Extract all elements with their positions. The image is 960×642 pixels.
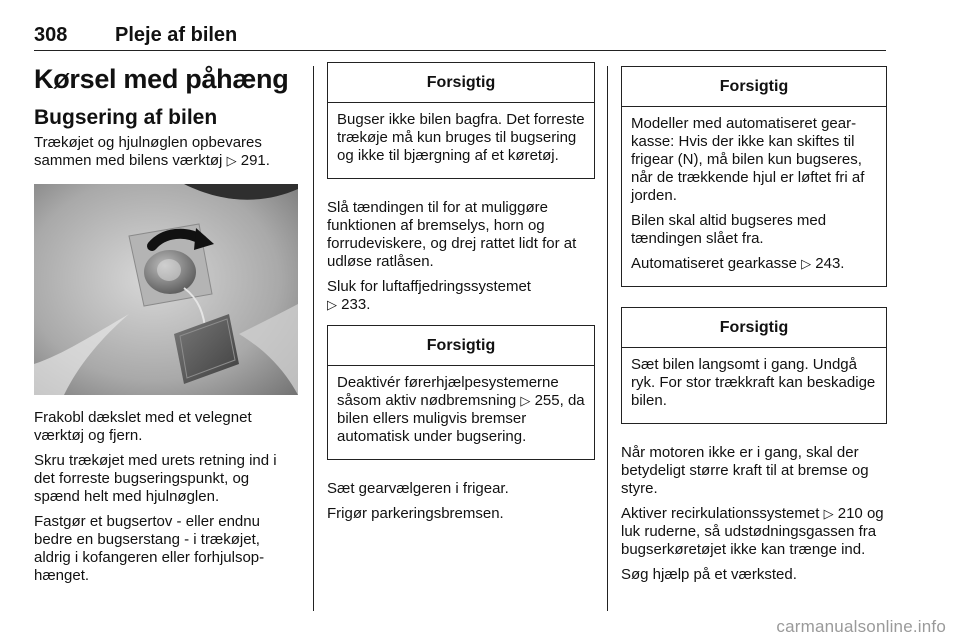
page-ref[interactable]: 233.	[341, 296, 371, 313]
caution-title: Forsigtig	[328, 326, 594, 366]
page-header	[34, 20, 886, 51]
paragraph: Slå tændingen til for at muliggøre funktionen af bremselys, horn og forrudeviskere, og drej rattet lidt for at udløse ratlåsen.	[327, 199, 577, 270]
chapter-heading: Kørsel med påhæng	[34, 64, 289, 94]
column-left	[34, 62, 298, 592]
page-number: 308	[34, 24, 68, 46]
paragraph: Fastgør et bugsertov - eller endnu bedre en bugserstang - i trækøjet, aldrig i kofangeren eller forhjulsophænget.	[34, 513, 265, 584]
paragraph: Frakobl dækslet med et velegnet værktøj og fjern.	[34, 409, 252, 444]
section-title: Pleje af bilen	[115, 24, 238, 46]
page-ref[interactable]: 255,	[534, 392, 564, 409]
caution-title: Forsigtig	[622, 67, 886, 107]
paragraph: Frigør parkeringsbremsen.	[327, 505, 504, 522]
column-right	[621, 66, 887, 591]
column-divider	[313, 66, 314, 611]
page-ref[interactable]: 291.	[240, 152, 270, 169]
caution-text: Automatiseret gearkasse ▷ 243.	[631, 255, 845, 272]
paragraph: Når motoren ikke er i gang, skal der betydeligt større kraft til at bremse og styre.	[621, 444, 869, 497]
caution-title: Forsigtig	[622, 308, 886, 348]
paragraph: Skru trækøjet med urets retning ind i det forreste bugseringspunkt, og spænd helt med hjulnøglen.	[34, 452, 277, 505]
section-heading: Bugsering af bilen	[34, 106, 218, 129]
towing-eye-photo	[34, 184, 298, 395]
paragraph: Sluk for luftaffjedringssystemet ▷ 233.	[327, 278, 531, 313]
page-ref-arrow-icon: ▷	[327, 297, 337, 312]
caution-box	[327, 62, 595, 179]
caution-text: Bilen skal altid bugseres med tændingen slået fra.	[631, 212, 827, 247]
page-ref[interactable]: 243.	[815, 255, 845, 272]
caution-box	[621, 307, 887, 424]
page-ref-arrow-icon: ▷	[520, 393, 531, 408]
column-divider	[607, 66, 608, 611]
paragraph: Aktiver recirkulationssystemet ▷ 210 og luk ruderne, så udstødningsgassen fra bugserkøretøjet ikke kan trænge ind.	[621, 505, 884, 558]
paragraph: Sæt gearvælgeren i frigear.	[327, 480, 509, 497]
caution-box	[621, 66, 887, 287]
caution-text: Sæt bilen langsomt i gang. Undgå ryk. For stor trækkraft kan beskadige bilen.	[631, 356, 876, 409]
caution-text: Bugser ikke bilen bagfra. Det forreste trækøje må kun bruges til bugsering og ikke til bjærgning af et køretøj.	[337, 111, 585, 164]
paragraph: Søg hjælp på et værksted.	[621, 566, 797, 583]
caution-text: Deaktivér førerhjælpesystemerne såsom aktiv nødbremsning ▷ 255, da bilen ellers muligvis bremser automatisk under bugsering.	[337, 374, 585, 445]
caution-box	[327, 325, 595, 460]
page-ref[interactable]: 210	[837, 505, 863, 522]
column-middle	[327, 62, 595, 530]
caution-text: Modeller med automatiseret gearkasse: Hvis der ikke kan skiftes til frigear (N), må bilen kun bugseres, når de trækkende hjul er løftet fri af jorden.	[631, 115, 865, 204]
caution-title: Forsigtig	[328, 63, 594, 103]
page-ref-arrow-icon: ▷	[823, 506, 834, 521]
watermark: carmanualsonline.info	[776, 617, 946, 636]
page-ref-arrow-icon: ▷	[801, 256, 812, 271]
intro-paragraph: Trækøjet og hjulnøglen opbevares sammen med bilens værktøj ▷ 291.	[34, 134, 270, 169]
page-ref-arrow-icon: ▷	[226, 153, 237, 168]
